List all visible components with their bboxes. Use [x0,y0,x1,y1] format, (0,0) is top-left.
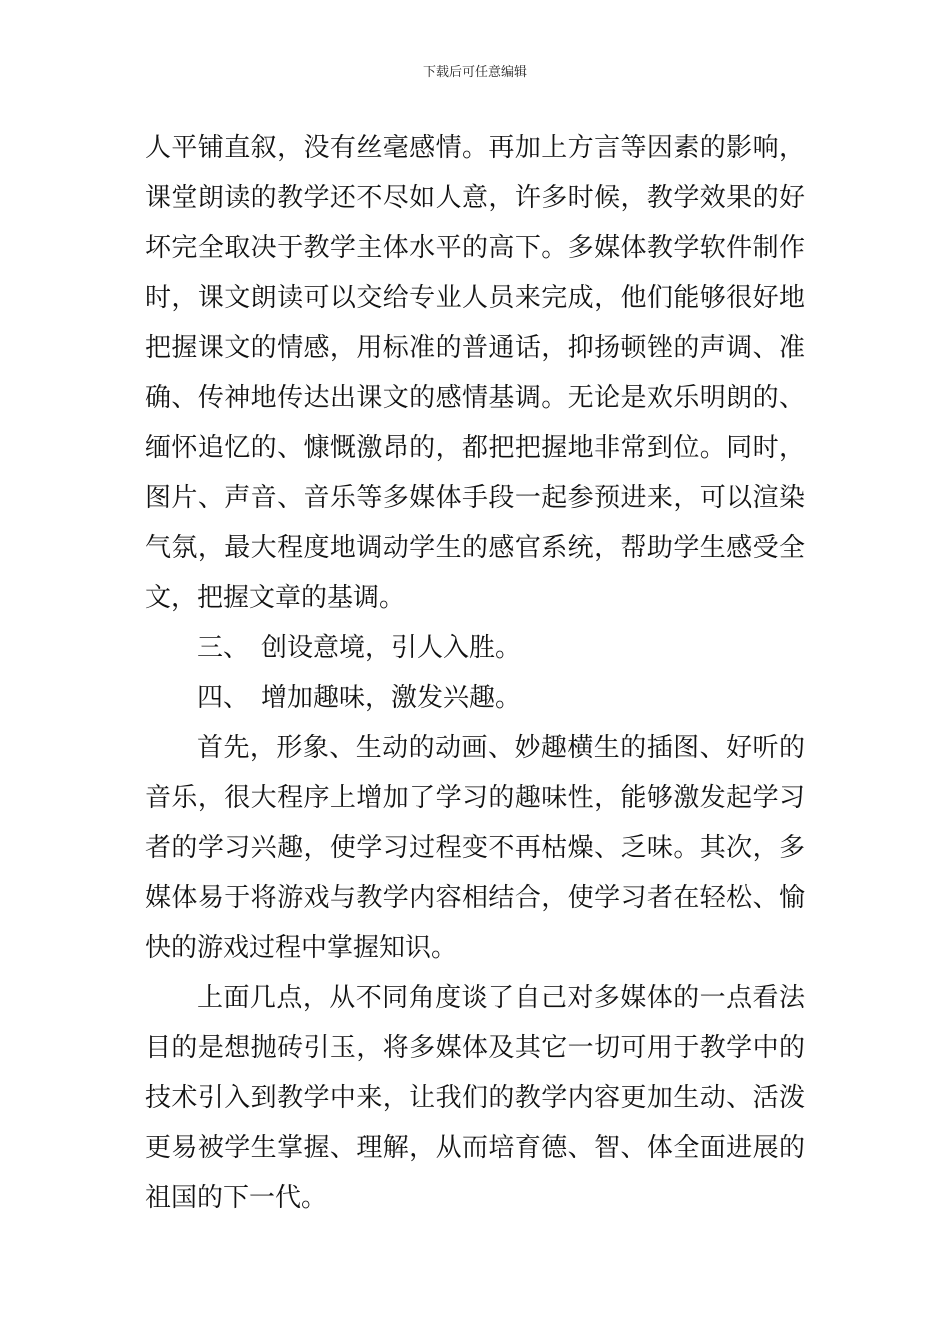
text-line: 人平铺直叙，没有丝毫感情。再加上方言等因素的影响， [145,133,805,163]
section-number: 三、 [197,633,250,663]
text-line: 快的游戏过程中掌握知识。 [145,933,458,963]
section-title: 增加趣味，激发兴趣。 [261,683,522,713]
text-line: 技术引入到教学中来，让我们的教学内容更加生动、活泼 [145,1083,805,1113]
section-heading [145,673,805,723]
text-line: 者的学习兴趣，使学习过程变不再枯燥、乏味。其次，多 [145,833,805,863]
text-line: 文，把握文章的基调。 [145,583,406,613]
text-line: 更易被学生掌握、理解，从而培育德、智、体全面进展的 [145,1133,805,1163]
text-line: 图片、声音、音乐等多媒体手段一起参预进来，可以渲染 [145,483,805,513]
section-number: 四、 [197,683,250,713]
text-line: 上面几点，从不同角度谈了自己对多媒体的一点看法 [197,983,805,1013]
text-line: 时，课文朗读可以交给专业人员来完成，他们能够很好地 [145,283,805,313]
page-header: 下载后可任意编辑 [422,65,527,80]
text-line: 气氛，最大程度地调动学生的感官系统，帮助学生感受全 [145,533,805,563]
text-line: 目的是想抛砖引玉，将多媒体及其它一切可用于教学中的 [145,1033,805,1063]
section-title: 创设意境，引人入胜。 [261,633,522,663]
text-line: 首先，形象、生动的动画、妙趣横生的插图、好听的 [197,733,805,763]
text-line: 祖国的下一代。 [145,1183,328,1213]
text-line: 坏完全取决于教学主体水平的高下。多媒体教学软件制作 [145,233,805,263]
text-line: 确、传神地传达出课文的感情基调。无论是欢乐明朗的、 [145,383,805,413]
text-line: 把握课文的情感，用标准的普通话，抑扬顿锉的声调、准 [145,333,805,363]
text-line: 缅怀追忆的、慷慨激昂的，都把把握地非常到位。同时， [145,433,805,463]
text-line: 媒体易于将游戏与教学内容相结合，使学习者在轻松、愉 [145,883,805,913]
document-body [145,123,805,1223]
text-line: 课堂朗读的教学还不尽如人意，许多时候，教学效果的好 [145,183,805,213]
section-heading [145,623,805,673]
text-line: 音乐，很大程序上增加了学习的趣味性，能够激发起学习 [145,783,805,813]
